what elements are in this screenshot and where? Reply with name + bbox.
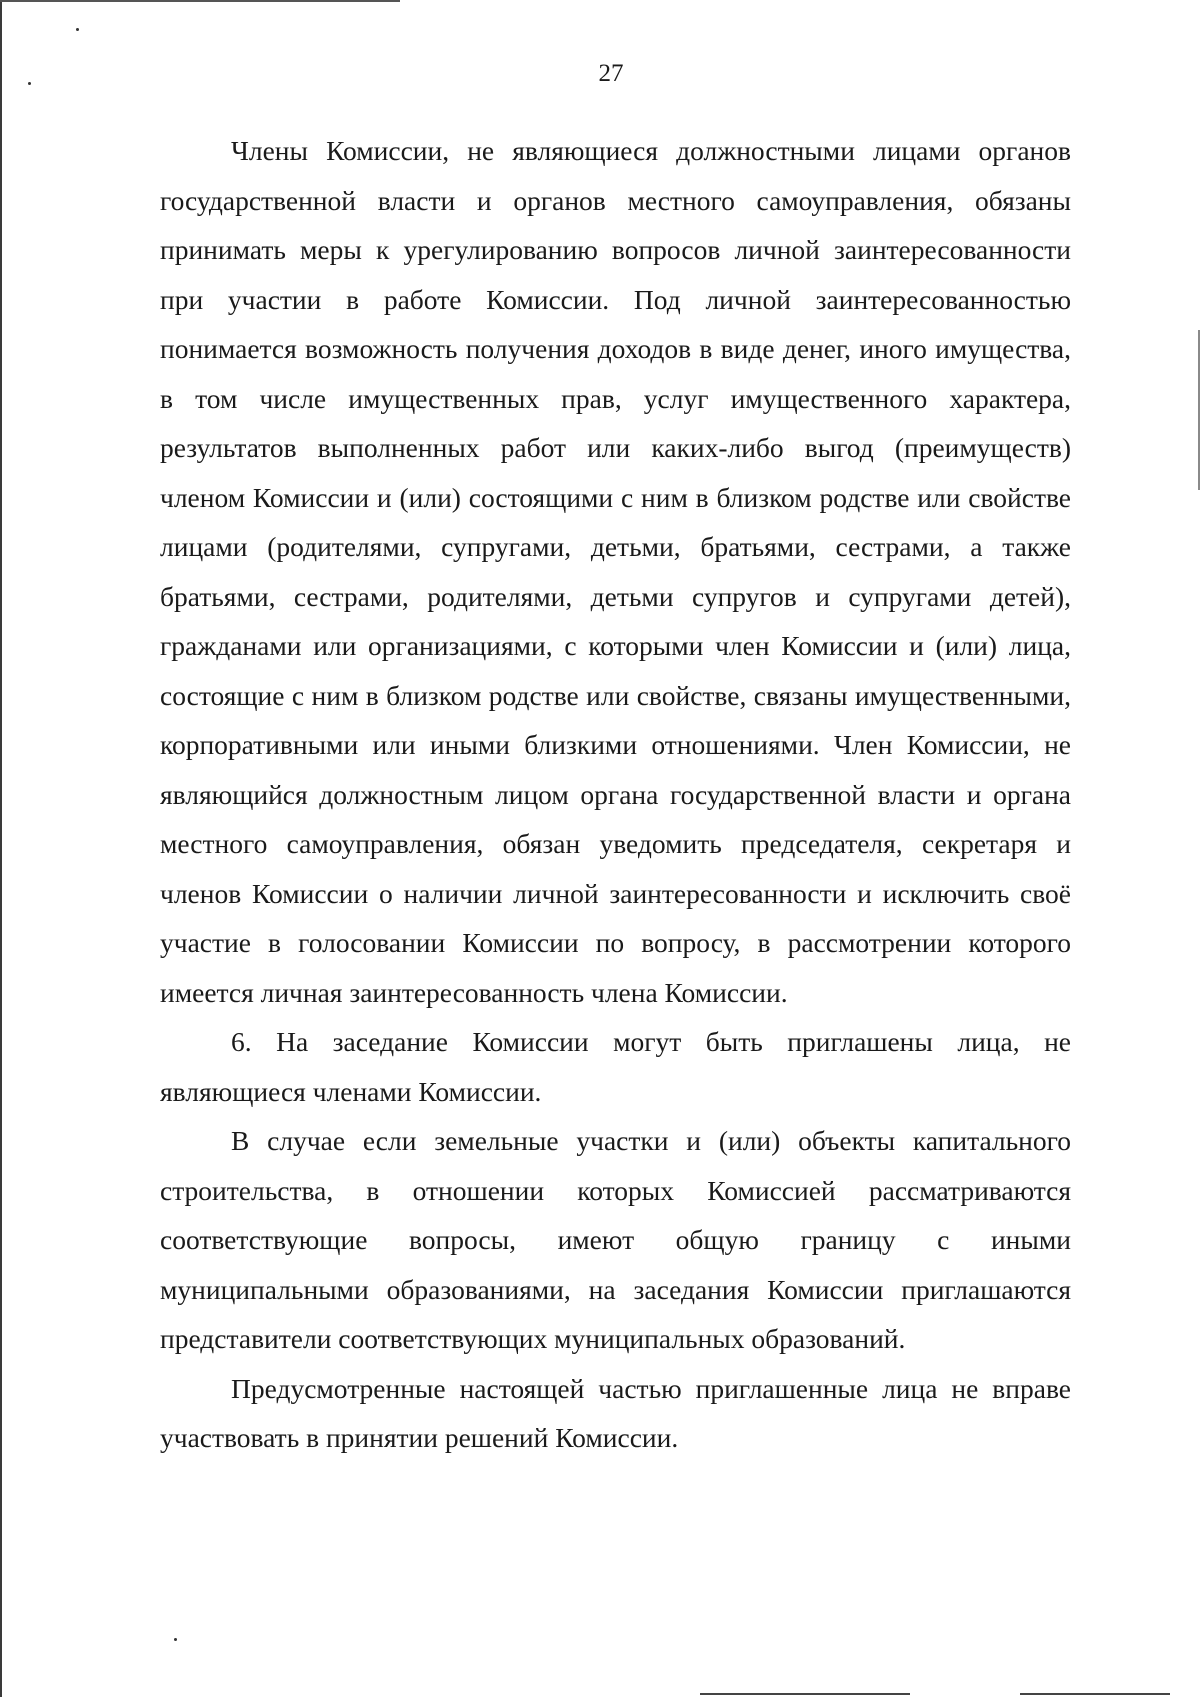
scan-bottom-mark <box>700 1693 910 1695</box>
document-body <box>160 126 1071 1463</box>
scan-speck <box>174 1638 177 1641</box>
paragraph: 6. На заседание Комиссии могут быть приглашены лица, не являющиеся членами Комиссии. <box>160 1026 1071 1107</box>
paragraph: В случае если земельные участки и (или) объекты капитального строительства, в отношении которых Комиссией рассматриваются соответствующие вопросы, имеют общую границу с иными муниципальными образованиями, на заседания Комиссии приглашаются представители соответствующих муниципальных образований. <box>160 1125 1071 1354</box>
paragraph: Члены Комиссии, не являющиеся должностными лицами органов государственной власти и органов местного самоуправления, обязаны принимать меры к урегулированию вопросов личной заинтересованности при участии в работе Комиссии. Под личной заинтересованностью понимается возможность получения доходов в виде денег, иного имущества, в том числе имущественных прав, услуг имущественного характера, результатов выполненных работ или каких-либо выгод (преимуществ) членом Комиссии и (или) состоящими с ним в близком родстве или свойстве лицами (родителями, супругами, детьми, братьями, сестрами, а также братьями, сестрами, родителями, детьми супругов и супругами детей), гражданами или организациями, с которыми член Комиссии и (или) лица, состоящие с ним в близком родстве или свойстве, связаны имущественными, корпоративными или иными близкими отношениями. Член Комиссии, не являющийся должностным лицом органа государственной власти и органа местного самоуправления, обязан уведомить председателя, секретаря и членов Комиссии о наличии личной заинтересованности и исключить своё участие в голосовании Комиссии по вопросу, в рассмотрении которого имеется личная заинтересованность члена Комиссии. <box>160 135 1071 1008</box>
paragraph: Предусмотренные настоящей частью приглашенные лица не вправе участвовать в принятии решений Комиссии. <box>160 1372 1071 1453</box>
scan-bottom-mark <box>1020 1693 1170 1695</box>
scan-border-top <box>0 0 400 2</box>
page-number: 27 <box>598 60 624 87</box>
scan-speck <box>76 28 79 31</box>
scan-border-left <box>0 0 2 1697</box>
